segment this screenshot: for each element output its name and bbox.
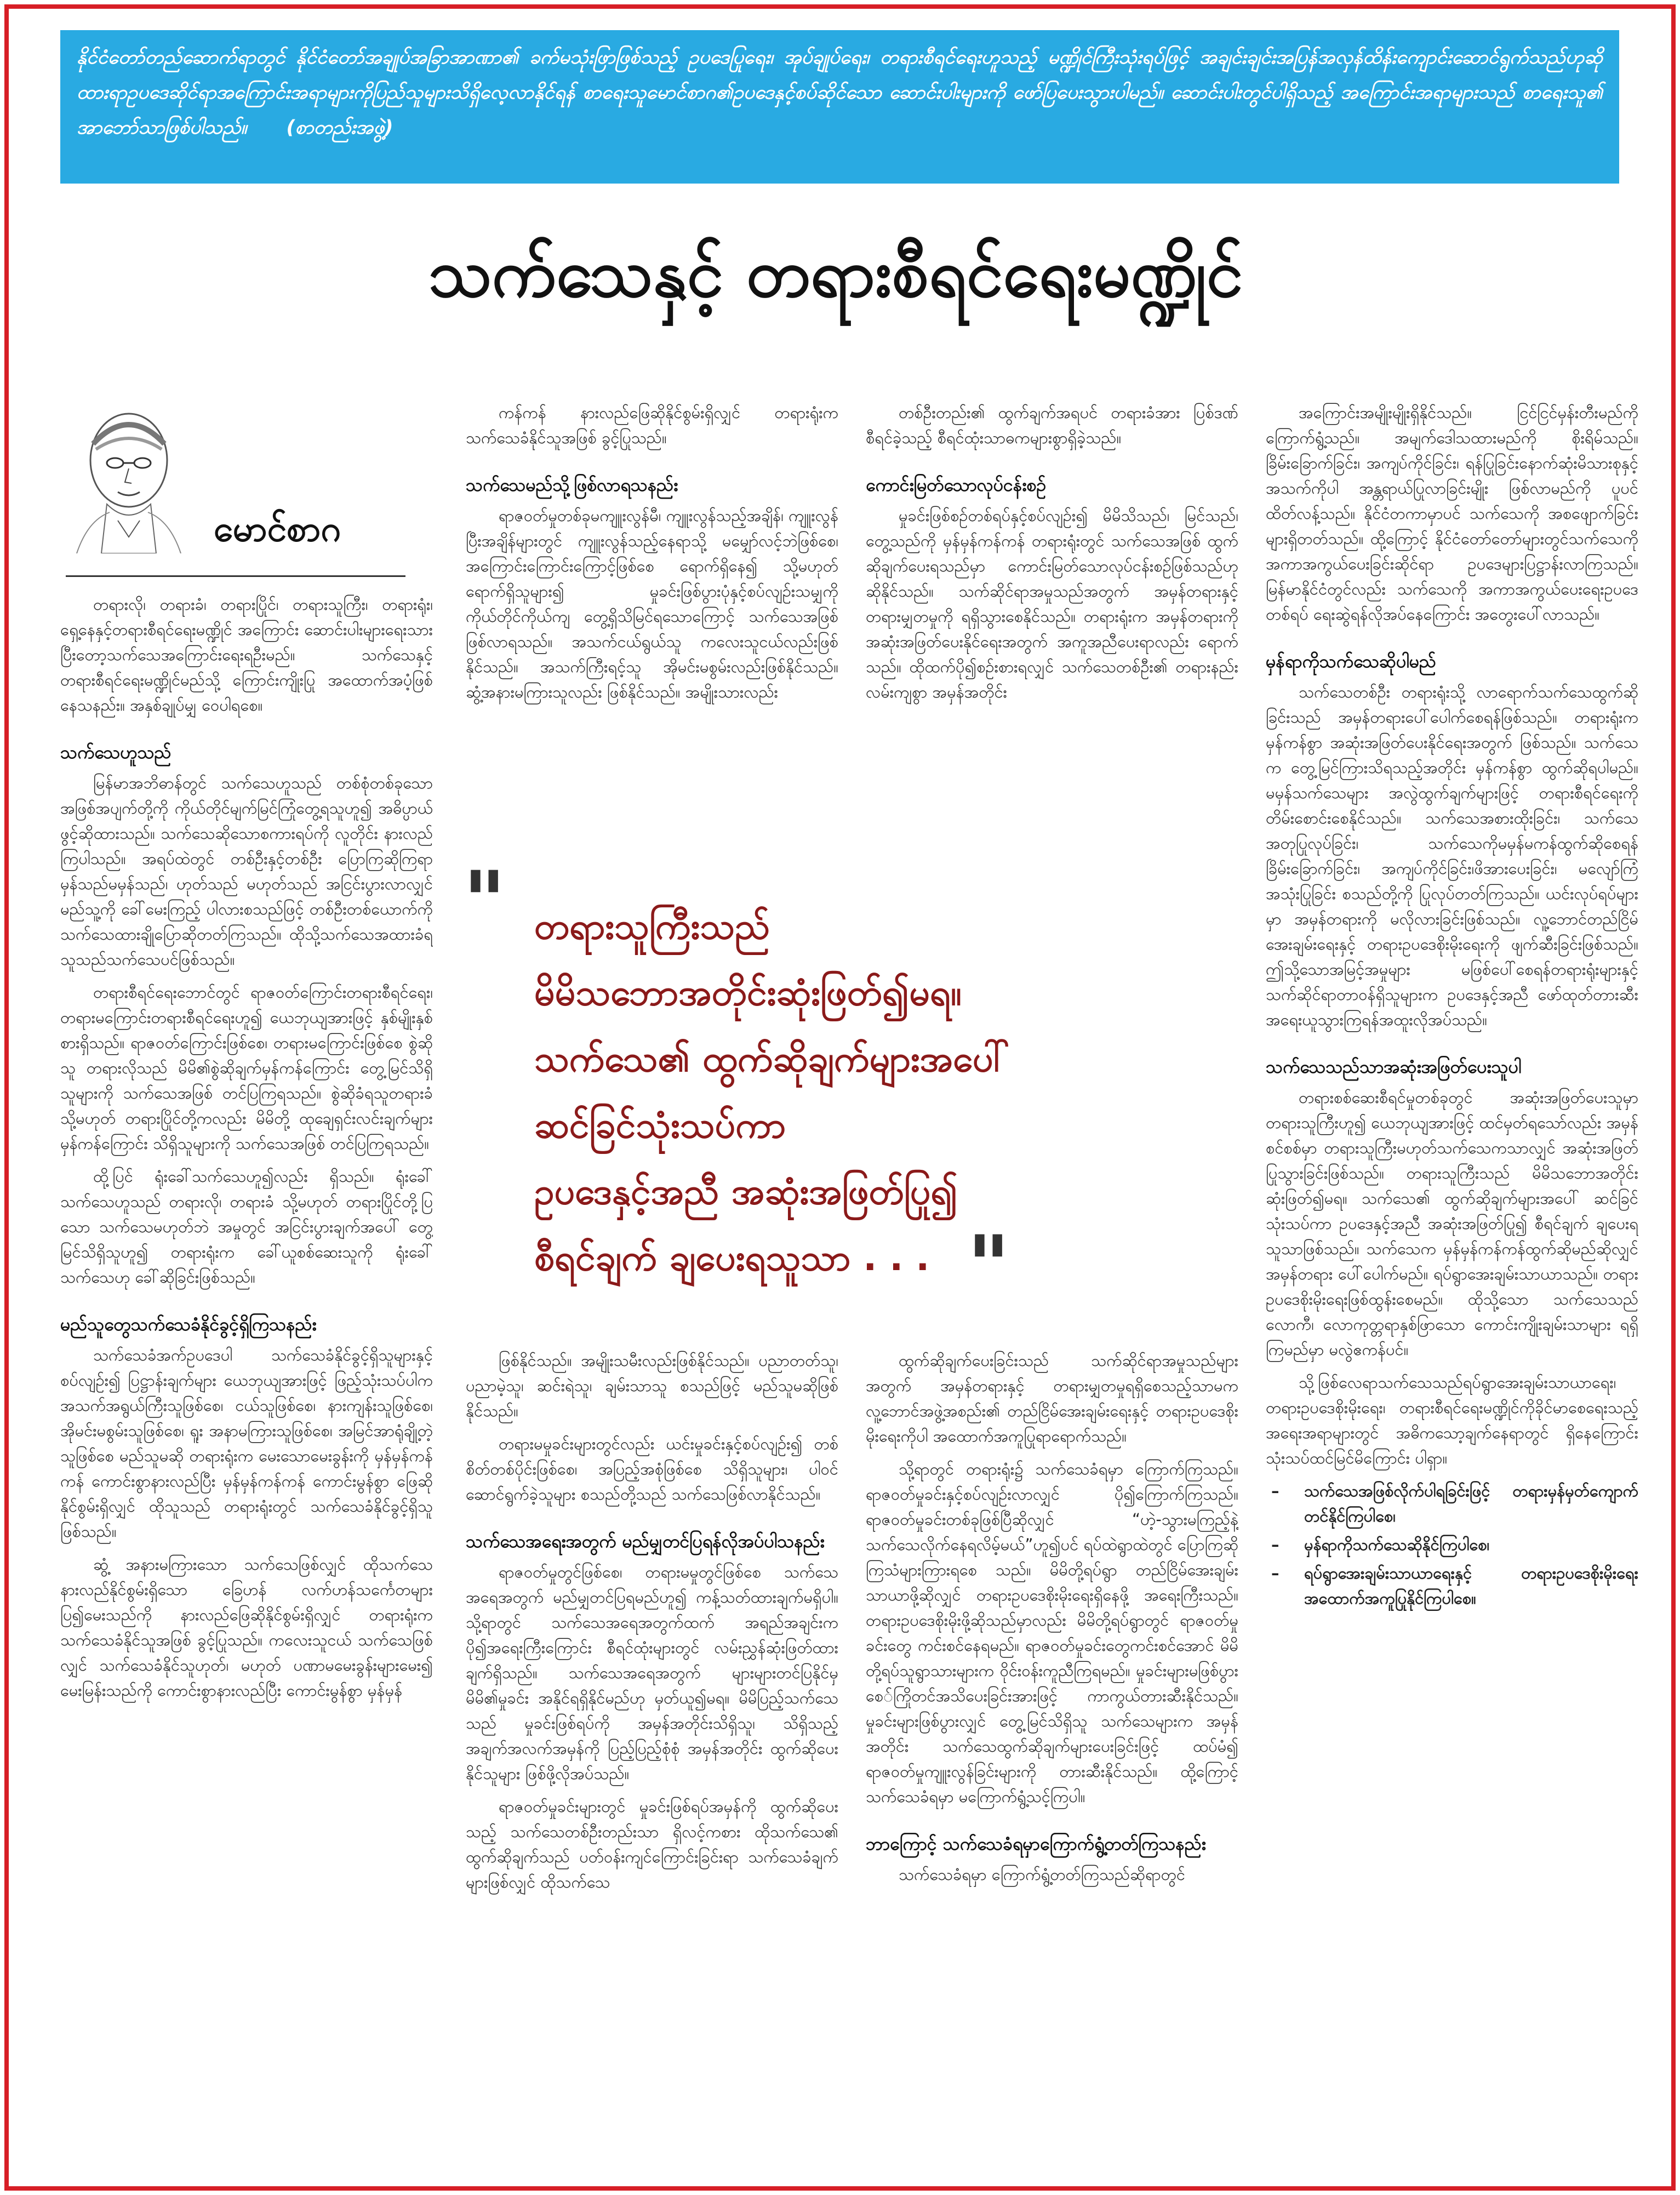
column-3-bottom xyxy=(866,1348,1238,2170)
column-2-top xyxy=(466,400,838,816)
section-heading: သက်သေမည်သို့ဖြစ်လာရသနည်း xyxy=(466,475,678,495)
section-heading: ဘာကြောင့် သက်သေခံရမှာကြောက်ရွံ့တတ်ကြသနည်း xyxy=(866,1833,1206,1854)
paragraph: တရားလို၊ တရားခံ၊ တရားပြိုင်၊ တရားသူကြီး၊ တရားရုံး၊ ရှေ့နေနှင့်တရားစီရင်ရေးမဏ္ဍိုင် အကြောင်း ဆောင်းပါးများရေးသားပြီးတော့သက်သေအကြောင်းရေးရဦးမည်။ သက်သေနှင့် တရားစီရင်ရေးမဏ္ဍိုင်မည်သို့ ကြောင်းကျိုးပြု အထောက်အပံ့ဖြစ်နေသနည်း။ အနှစ်ချုပ်မျှ ဝေပါရစေ။ xyxy=(60,595,433,714)
pull-quote-line: သက်သေ၏ ထွက်ဆိုချက်များအပေါ် xyxy=(534,1038,1010,1080)
open-quote-mark: " xyxy=(463,853,506,950)
section-heading: သက်သေဟူသည် xyxy=(60,742,172,763)
paragraph: ဖြစ်နိုင်သည်။ အမျိုးသမီးလည်းဖြစ်နိုင်သည်။ ပညာတတ်သူ၊ ပညာမဲ့သူ၊ ဆင်းရဲသူ၊ ချမ်းသာသူ စသည်ဖြင့် မည်သူမဆိုဖြစ်နိုင်သည်။ xyxy=(466,1351,838,1420)
pull-quote-line: မိမိသဘောအတိုင်းဆုံးဖြတ်၍မရ။ xyxy=(534,971,962,1014)
editor-note-text: နိုင်ငံတော်တည်ဆောက်ရာတွင် နိုင်ငံတော်အချုပ်အခြာအာဏာ၏ ခက်မသုံးဖြာဖြစ်သည့် ဥပဒေပြုရေး၊ အုပ်ချုပ်ရေး၊ တရားစီရင်ရေးဟူသည့် မဏ္ဍိုင်ကြီးသုံးရပ်ဖြင့် အချင်းချင်းအပြန်အလှန်ထိန်းကျောင်းဆောင်ရွက်သည်ဟုဆိုထားရာဥပဒေဆိုင်ရာအကြောင်းအရာများကိုပြည်သူများသိရှိလေ့လာနိုင်ရန် စာရေးသူမောင်စာဂ၏ဥပဒေနှင့်စပ်ဆိုင်သော ဆောင်းပါးများကို ဖော်ပြပေးသွားပါမည်။ ဆောင်းပါးတွင်ပါရှိသည့် အကြောင်းအရာများသည် စာရေးသူ၏ အာဘော်သာဖြစ်ပါသည်။ xyxy=(77,47,1603,139)
pull-quote xyxy=(463,853,1121,1321)
pull-quote-line: ဆင်ခြင်သုံးသပ်ကာ xyxy=(534,1104,786,1146)
list-item: – ရပ်ရွာအေးချမ်းသာယာရေးနှင့် တရားဥပဒေစိုးမိုးရေး အထောက်အကူပြုနိုင်ကြပါစေ။ xyxy=(1266,1560,1638,1611)
paragraph: အကြောင်းအမျိုးမျိုးရှိနိုင်သည်။ ငြင်ငြင်မှန်းတီးမည်ကိုကြောက်ရွံ့သည်။ အမျက်ဒေါသထားမည်ကို စိုးရိမ်သည်။ ခြိမ်းခြောက်ခြင်း၊ အကျပ်ကိုင်ခြင်း၊ ရန်ပြုခြင်းနောက်ဆုံးမိသားစုနှင့်အသက်ကိုပါ အန္တရာယ်ပြုလာခြင်းမျိုး ဖြစ်လာမည်ကို ပူပင်ထိတ်လန့်သည်။ နိုင်ငံတကာမှာပင် သက်သေကို အစဖျောက်ခြင်းများရှိတတ်သည်။ ထို့ကြောင့် နိုင်ငံတော်တော်များတွင်သက်သေကိုအကာအကွယ်ပေးခြင်းဆိုင်ရာ ဥပဒေများပြဋ္ဌာန်းလာကြသည်။ မြန်မာနိုင်ငံတွင်လည်း သက်သေကို အကာအကွယ်ပေးရေးဥပဒေတစ်ရပ် ရေးဆွဲရန်လိုအပ်နေကြောင်း အတွေးပေါ်လာသည်။ xyxy=(1266,403,1638,624)
section-heading: မှန်ရာကိုသက်သေဆိုပါမည် xyxy=(1266,651,1436,672)
paragraph: ရာဇဝတ်မှုတွင်ဖြစ်စေ၊ တရားမမှုတွင်ဖြစ်စေ သက်သေအရေအတွက် မည်မျှတင်ပြရမည်ဟူ၍ ကန့်သတ်ထားချက်မရှိပါ။ သို့ရာတွင် သက်သေအရေအတွက်ထက် အရည်အချင်းက ပို၍အရေးကြီးကြောင်း စီရင်ထုံးများတွင် လမ်းညွှန်ဆုံးဖြတ်ထားချက်ရှိသည်။ သက်သေအရေအတွက် များများတင်ပြနိုင်မှ မိမိ၏မှုခင်း အနိုင်ရရှိနိုင်မည်ဟု မှတ်ယူ၍မရ။ မိမိပြည့်သက်သေ သည် မှုခင်းဖြစ်ရပ်ကို အမှန်အတိုင်းသိရှိသူ၊ သိရှိသည့်အချက်အလက်အမှန်ကို ပြည့်ပြည့်စုံစုံ အမှန်အတိုင်း ထွက်ဆိုပေးနိုင်သူများ ဖြစ်ဖို့လိုအပ်သည်။ xyxy=(466,1563,838,1783)
list-item: – သက်သေအဖြစ်လိုက်ပါရခြင်းဖြင့် တရားမှန်မှတ်ကျောက်တင်နိုင်ကြပါစေ၊ xyxy=(1266,1478,1638,1529)
paragraph: ရာဇဝတ်မှုခင်းများတွင် မှုခင်းဖြစ်ရပ်အမှန်ကို ထွက်ဆိုပေးသည့် သက်သေတစ်ဦးတည်းသာ ရှိလင့်ကစား ထိုသက်သေ၏ ထွက်ဆိုချက်သည် ပတ်ဝန်းကျင်ကြောင်းခြင်းရာ သက်သေခံချက်များဖြစ်လျှင် ထိုသက်သေ xyxy=(466,1797,838,1891)
paragraph: ကန်ကန် နားလည်ဖြေဆိုနိုင်စွမ်းရှိလျှင် တရားရုံးက သက်သေခံနိုင်သူအဖြစ် ခွင့်ပြုသည်။ xyxy=(466,403,838,447)
pull-quote-text xyxy=(534,893,1110,1291)
paragraph: မြန်မာအဘိဓာန်တွင် သက်သေဟူသည် တစ်စုံတစ်ခုသောအဖြစ်အပျက်တို့ကို ကိုယ်တိုင်မျက်မြင်ကြုံတွေ့ရသူဟူ၍ အဓိပ္ပာယ်ဖွင့်ဆိုထားသည်။ သက်သေဆိုသောစကားရပ်ကို လူတိုင်း နားလည်ကြပါသည်။ အရပ်ထဲတွင် တစ်ဦးနှင့်တစ်ဦး ပြောကြဆိုကြရာ မှန်သည်မမှန်သည်၊ ဟုတ်သည် မဟုတ်သည် အငြင်းပွားလာလျှင် မည်သူ့ကို ခေါ်မေးကြည့် ပါလားစသည်ဖြင့် တစ်ဦးတစ်ယောက်ကိုသက်သေထားချိုပြောဆိုတတ်ကြသည်။ ထိုသို့သက်သေအထားခံရသူသည်သက်သေပင်ဖြစ်သည်။ xyxy=(60,774,433,969)
section-heading: သက်သေအရေးအတွက် မည်မျှတင်ပြရန်လိုအပ်ပါသနည်း xyxy=(466,1531,825,1552)
editor-note-credit: (စာတည်းအဖွဲ့) xyxy=(286,117,393,139)
paragraph: ဆွံ့ အနားမကြားသော သက်သေဖြစ်လျှင် ထိုသက်သေ နားလည်နိုင်စွမ်းရှိသော ခြေဟန် လက်ဟန်သင်္ကေတများပြ၍မေးသည်ကို နားလည်ဖြေဆိုနိုင်စွမ်းရှိလျှင် တရားရုံးက သက်သေခံနိုင်သူအဖြစ် ခွင့်ပြုသည်။ ကလေးသူငယ် သက်သေဖြစ်လျှင် သက်သေခံနိုင်သူဟုတ်၊ မဟုတ် ပဏာမမေးခွန်းများမေး၍ မေးမြန်းသည်ကို ကောင်းစွာနားလည်ပြီး ကောင်းမွန်စွာ မှန်မှန် xyxy=(60,1555,433,1700)
paragraph: မှုခင်းဖြစ်စဉ်တစ်ရပ်နှင့်စပ်လျဉ်း၍ မိမိသိသည်၊ မြင်သည်၊ တွေ့သည်ကို မှန်မှန်ကန်ကန် တရားရုံးတွင် သက်သေအဖြစ် ထွက်ဆိုချက်ပေးရသည်မှာ ကောင်းမြတ်သောလုပ်ငန်းစဉ်ဖြစ်သည်ဟု ဆိုနိုင်သည်။ သက်ဆိုင်ရာအမှုသည်အတွက် အမှန်တရားနှင့် တရားမျှတမှုကို ရရှိသွားစေနိုင်သည်။ တရားရုံးက အမှန်တရားကို အဆုံးအဖြတ်ပေးနိုင်ရေးအတွက် အကူအညီပေးရာလည်း ရောက်သည်။ ထိုထက်ပို၍စဉ်းစားရလျှင် သက်သေတစ်ဦး၏ တရားနည်းလမ်းကျစွာ အမှန်အတိုင်း xyxy=(866,506,1238,701)
column-2-bottom xyxy=(466,1348,838,2170)
column-3-top xyxy=(866,400,1238,816)
section-heading: မည်သူတွေသက်သေခံနိုင်ခွင့်ရှိကြသနည်း xyxy=(60,1314,317,1335)
paragraph: သက်သေခံရမှာ ကြောက်ရွံ့တတ်ကြသည်ဆိုရာတွင် xyxy=(899,1865,1185,1884)
paragraph: သက်သေခံအက်ဥပဒေပါ သက်သေခံနိုင်ခွင့်ရှိသူများနှင့်စပ်လျဉ်း၍ ပြဋ္ဌာန်းချက်များ ယေဘုယျအားဖြင့် ဖြည့်သုံးသပ်ပါက အသက်အရွယ်ကြီးသူဖြစ်စေ၊ ငယ်သူဖြစ်စေ၊ နားကျန်းသူဖြစ်စေ၊ အိုမင်းမစွမ်းသူဖြစ်စေ၊ ရူး အနာမကြားသူဖြစ်စေ၊ အမြင်အာရုံချို့တဲ့သူဖြစ်စေ မည်သူမဆို တရားရုံးက မေးသောမေးခွန်းကို မှန်မှန်ကန်ကန် ကောင်းစွာနားလည်ပြီး မှန်မှန်ကန်ကန် ကောင်းမွန်စွာ ဖြေဆိုနိုင်စွမ်းရှိလျှင် ထိုသူသည် တရားရုံးတွင် သက်သေခံနိုင်ခွင့်ရှိသူဖြစ်သည်။ xyxy=(60,1346,433,1541)
column-1 xyxy=(60,592,433,2170)
close-quote-mark: " xyxy=(967,1217,1010,1314)
closing-list xyxy=(1266,1478,1638,1611)
section-heading: ကောင်းမြတ်သောလုပ်ငန်းစဉ် xyxy=(866,475,1047,495)
article-title: သက်သေနှင့် တရားစီရင်ရေးမဏ္ဍိုင် xyxy=(428,236,1243,312)
author-name: မောင်စာဂ xyxy=(214,509,341,550)
pull-quote-line: ဥပဒေနှင့်အညီ အဆုံးအဖြတ်ပြု၍ xyxy=(534,1170,958,1213)
paragraph: တစ်ဦးတည်း၏ ထွက်ချက်အရပင် တရားခံအား ပြစ်ဒဏ်စီရင်ခဲ့သည့် စီရင်ထုံးသာဓကများစွာရှိခဲ့သည်။ xyxy=(866,403,1238,447)
paragraph: သက်သေတစ်ဦး တရားရုံးသို့ လာရောက်သက်သေထွက်ဆိုခြင်းသည် အမှန်တရားပေါ်ပေါက်စေရန်ဖြစ်သည်။ တရားရုံးက မှန်ကန်စွာ အဆုံးအဖြတ်ပေးနိုင်ရေးအတွက် ဖြစ်သည်။ သက်သေက တွေ့မြင်ကြားသိရသည့်အတိုင်း မှန်ကန်စွာ ထွက်ဆိုရပါမည်။ မမှန်သက်သေများ အလွဲထွက်ချက်များဖြင့် တရားစီရင်ရေးကို တိမ်းစောင်းစေနိုင်သည်။ သက်သေအစားထိုးခြင်း၊ သက်သေအတုပြုလုပ်ခြင်း၊ သက်သေကိုမမှန်မကန်ထွက်ဆိုစေရန် ခြိမ်းခြောက်ခြင်း၊ အကျပ်ကိုင်ခြင်း၊ဖိအားပေးခြင်း၊ မလျော်ကြံအသုံးပြုခြင်း စသည်တို့ကို ပြုလုပ်တတ်ကြသည်။ ယင်းလုပ်ရပ်များမှာ အမှန်တရားကို မလိုလားခြင်းဖြစ်သည်။ လူ့ဘောင်တည်ငြိမ်အေးချမ်းရေးနှင့် တရားဥပဒေစိုးမိုးရေးကို ဖျက်ဆီးခြင်းဖြစ်သည်။ ဤသို့သောအမြင့်အမှုများ မဖြစ်ပေါ်စေရန်တရားရုံးများနှင့်သက်ဆိုင်ရာတာဝန်ရှိသူများက ဥပဒေနှင့်အညီ ဖော်ထုတ်တားဆီး အရေးယူသွားကြရန်အထူးလိုအပ်သည်။ xyxy=(1266,683,1638,1029)
list-item: – မှန်ရာကိုသက်သေဆိုနိုင်ကြပါစေ၊ xyxy=(1266,1532,1638,1557)
pull-quote-line: တရားသူကြီးသည် xyxy=(534,905,770,947)
paragraph: သို့ဖြစ်လေရာသက်သေသည်ရပ်ရွာအေးချမ်းသာယာရေး၊ တရားဥပဒေစိုးမိုးရေး၊ တရားစီရင်ရေးမဏ္ဍိုင်ကိုခိုင်မာစေရေးသည့်အရေးအရာများတွင် အဓိကသော့ချက်နေရာတွင် ရှိနေကြောင်း သုံးသပ်ထင်မြင်မိကြောင်း ပါရှာ။ xyxy=(1266,1373,1638,1467)
paragraph: သို့ရာတွင် တရားရုံး၌ သက်သေခံရမှာ ကြောက်ကြသည်။ ရာဇဝတ်မှုခင်းနှင့်စပ်လျဉ်းလာလျှင် ပို၍ကြောက်ကြသည်။ ရာဇဝတ်မှုခင်းတစ်ခုဖြစ်ပြီဆိုလျှင် “ဟဲ့-သွားမကြည့်နဲ့ သက်သေလိုက်နေရလိမ့်မယ်”ဟူ၍ပင် ရပ်ထဲရွာထဲတွင် ပြောကြဆိုကြသံများကြားရစေ သည်။ မိမိတို့ရပ်ရွာ တည်ငြိမ်အေးချမ်းသာယာဖို့ဆိုလျှင် တရားဥပဒေစိုးမိုးရေးရှိနေဖို့ အရေးကြီးသည်။ တရားဥပဒေစိုးမိုးဖို့ဆိုသည်မှာလည်း မိမိတို့ရပ်ရွာတွင် ရာဇဝတ်မှုခင်းတွေ ကင်းစင်နေရမည်။ ရာဇဝတ်မှုခင်းတွေကင်းစင်အောင် မိမိတို့ရပ်သူရွာသားများက ဝိုင်းဝန်းကူညီကြရမည်။ မှုခင်းများမဖြစ်ပွားစေ်ကြိုတင်အသိပေးခြင်းအားဖြင့် ကာကွယ်တားဆီးနိုင်သည်။ မှုခင်းများဖြစ်ပွားလျှင် တွေ့မြင်သိရှိသူ သက်သေများက အမှန်အတိုင်း သက်သေထွက်ဆိုချက်များပေးခြင်းဖြင့် ထပ်မံ၍ ရာဇဝတ်မှုကျူးလွန်ခြင်းများကို တားဆီးနိုင်သည်။ ထို့ကြောင့် သက်သေခံရမှာ မကြောက်ရွံ့သင့်ကြပါ။ xyxy=(866,1460,1238,1806)
paragraph: တရားစီရင်ရေးဘောင်တွင် ရာဇဝတ်ကြောင်းတရားစီရင်ရေး၊ တရားမကြောင်းတရားစီရင်ရေးဟူ၍ ယေဘုယျအားဖြင့် နှစ်မျိုးနှစ်စားရှိသည်။ ရာဇဝတ်ကြောင်းဖြစ်စေ၊ တရားမကြောင်းဖြစ်စေ စွဲဆိုသူ တရားလိုသည် မိမိ၏စွဲဆိုချက်မှန်ကန်ကြောင်း တွေ့မြင်သိရှိသူများကို သက်သေအဖြစ် တင်ပြကြရသည်။ စွဲဆိုခံရသူတရားခံ သို့မဟုတ် တရားပြိုင်တို့ကလည်း မိမိတို့ ထုချေရှင်းလင်းချက်များ မှန်ကန်ကြောင်း သိရှိသူများကို သက်သေအဖြစ် တင်ပြကြရသည်။ xyxy=(60,983,433,1153)
editor-note-box xyxy=(60,30,1619,184)
column-4 xyxy=(1266,400,1638,2170)
author-portrait xyxy=(66,395,192,553)
section-heading: သက်သေသည်သာအဆုံးအဖြတ်ပေးသူပါ xyxy=(1266,1056,1522,1077)
pull-quote-line: စီရင်ချက် ချပေးရသူသာ . . . xyxy=(534,1237,930,1279)
paragraph: ထွက်ဆိုချက်ပေးခြင်းသည် သက်ဆိုင်ရာအမှုသည်များအတွက် အမှန်တရားနှင့် တရားမျှတမှုရရှိစေသည့်သာမက လူ့ဘောင်အဖွဲ့အစည်း၏ တည်ငြိမ်အေးချမ်းရေးနှင့် တရားဥပဒေစိုးမိုးရေးကိုပါ အထောက်အကူပြုရာရောက်သည်။ xyxy=(866,1351,1238,1445)
paragraph: ရာဇဝတ်မှုတစ်ခုမကျူးလွန်မီ၊ ကျူးလွန်သည့်အချိန်၊ ကျူးလွန်ပြီးအချိန်များတွင် ကျူးလွန်သည့်နေရာသို့ မမျှော်လင့်ဘဲဖြစ်စေ၊ အကြောင်းကြောင်းကြောင့်ဖြစ်စေ ရောက်ရှိနေ၍ သို့မဟုတ် ရောက်ရှိသူများ၍ မှုခင်းဖြစ်ပွားပုံနှင့်စပ်လျဉ်းသမျှကို ကိုယ်တိုင်ကိုယ်ကျ တွေ့ရှိသိမြင်ရသောကြောင့် သက်သေအဖြစ် ဖြစ်လာရသည်။ အသက်ငယ်ရွယ်သူ ကလေးသူငယ်လည်းဖြစ်နိုင်သည်။ အသက်ကြီးရင့်သူ အိုမင်းမစွမ်းလည်းဖြစ်နိုင်သည်။ ဆွံ့အနားမကြားသူလည်း ဖြစ်နိုင်သည်။ အမျိုးသားလည်း xyxy=(466,506,838,701)
paragraph: တရားမမှုခင်းများတွင်လည်း ယင်းမှုခင်းနှင့်စပ်လျဉ်း၍ တစ်စိတ်တစ်ပိုင်းဖြစ်စေ၊ အပြည့်အစုံဖြစ်စေ သိရှိသူများ၊ ပါဝင်ဆောင်ရွက်ခဲ့သူများ စသည်တို့သည် သက်သေဖြစ်လာနိုင်သည်။ xyxy=(466,1434,838,1504)
paragraph: တရားစစ်ဆေးစီရင်မှုတစ်ခုတွင် အဆုံးအဖြတ်ပေးသူမှာ တရားသူကြီးဟူ၍ ယေဘုယျအားဖြင့် ထင်မှတ်ရသော်လည်း အမှန်စင်စစ်မှာ တရားသူကြီးမဟုတ်သက်သေကသာလျှင် အဆုံးအဖြတ်ပြုသွားခြင်းဖြစ်သည်။ တရားသူကြီးသည် မိမိသဘောအတိုင်း ဆုံးဖြတ်၍မရ။ သက်သေ၏ ထွက်ဆိုချက်များအပေါ် ဆင်ခြင်သုံးသပ်ကာ ဥပဒေနှင့်အညီ အဆုံးအဖြတ်ပြု၍ စီရင်ချက် ချပေးရသူသာဖြစ်သည်။ သက်သေက မှန်မှန်ကန်ကန်ထွက်ဆိုမည်ဆိုလျှင် အမှန်တရား ပေါ်ပေါက်မည်။ ရပ်ရွာအေးချမ်းသာယာသည်။ တရားဥပဒေစိုးမိုးရေးဖြစ်ထွန်းစေမည်။ ထိုသို့သော သက်သေသည်လောကီ၊ လောကုတ္တရာနှစ်ဖြာသော ကောင်းကျိုးချမ်းသာများ ရရှိကြမည်မှာ မလွဲဧကန်ပင်။ xyxy=(1266,1088,1638,1359)
author-divider xyxy=(66,575,405,577)
paragraph: ထို့ပြင် ရုံးခေါ်သက်သေဟူ၍လည်း ရှိသည်။ ရုံးခေါ်သက်သေဟူသည် တရားလို၊ တရားခံ သို့မဟုတ် တရားပြိုင်တို့ပြသော သက်သေမဟုတ်ဘဲ အမှုတွင် အငြင်းပွားချက်အပေါ် တွေ့မြင်သိရှိသူဟူ၍ တရားရုံးက ခေါ်ယူစစ်ဆေးသူကို ရုံးခေါ်သက်သေဟု ခေါ်ဆိုခြင်းဖြစ်သည်။ xyxy=(60,1167,433,1287)
